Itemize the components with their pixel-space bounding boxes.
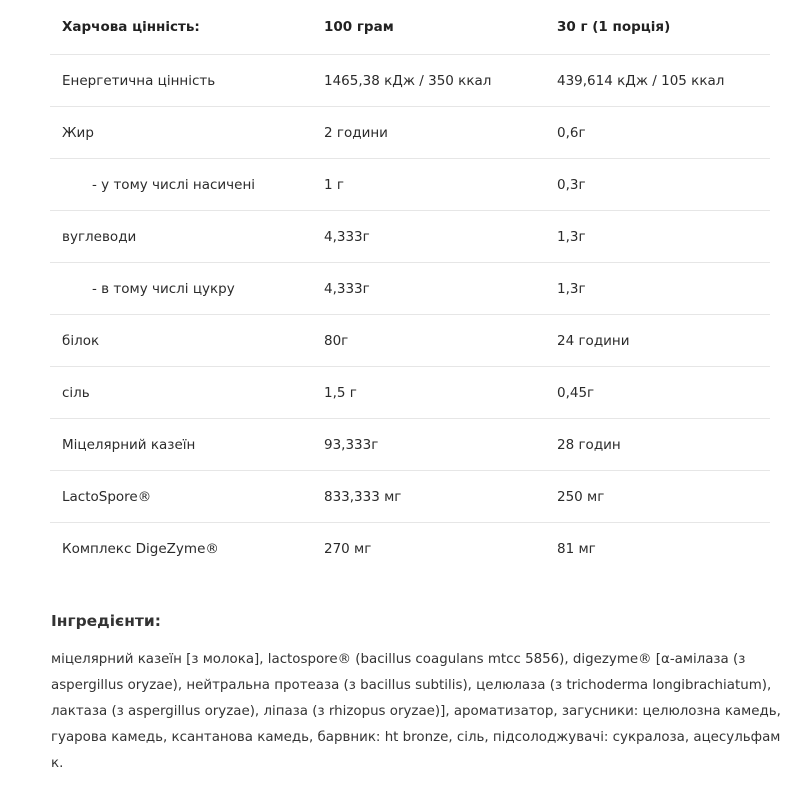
header-nutrition-value: Харчова цінність: xyxy=(50,0,312,55)
table-row xyxy=(50,211,770,263)
ingredients-section xyxy=(51,612,781,777)
table-row xyxy=(50,367,770,419)
row-per-serving: 24 години xyxy=(545,315,770,367)
row-name: - в тому числі цукру xyxy=(50,263,312,315)
table-header-row xyxy=(50,0,770,55)
table-row xyxy=(50,159,770,211)
row-name: LactoSpore® xyxy=(50,471,312,523)
nutrition-table xyxy=(50,0,770,574)
row-per-serving: 1,3г xyxy=(545,211,770,263)
table-row xyxy=(50,315,770,367)
row-per-100g: 1,5 г xyxy=(312,367,545,419)
row-name: Енергетична цінність xyxy=(50,55,312,107)
row-per-serving: 0,3г xyxy=(545,159,770,211)
ingredients-text: міцелярний казеїн [з молока], lactospore® (bacillus coagulans mtcc 5856), digezyme® [α-амілаза (з aspergillus oryzae), нейтральна протеаза (з bacillus subtilis), целюлаза (з trichoderma longibrachiatum), лактаза (з aspergillus oryzae), ліпаза (з rhizopus oryzae)], ароматизатор, загусники: целюлозна камедь, гуарова камедь, ксантанова камедь, барвник: ht bronze, сіль, підсолоджувачі: сукралоза, ацесульфам к. xyxy=(51,652,781,771)
row-per-serving: 0,6г xyxy=(545,107,770,159)
table-row xyxy=(50,419,770,471)
row-per-100g: 1 г xyxy=(312,159,545,211)
row-per-serving: 250 мг xyxy=(545,471,770,523)
row-per-100g: 833,333 мг xyxy=(312,471,545,523)
header-per-serving: 30 г (1 порція) xyxy=(545,0,770,55)
row-per-100g: 1465,38 кДж / 350 ккал xyxy=(312,55,545,107)
table-row xyxy=(50,107,770,159)
row-per-100g: 4,333г xyxy=(312,263,545,315)
row-per-serving: 1,3г xyxy=(545,263,770,315)
ingredients-heading: Інгредієнти: xyxy=(51,612,161,630)
row-per-serving: 0,45г xyxy=(545,367,770,419)
row-name: Комплекс DigeZyme® xyxy=(62,540,219,557)
row-per-100g: 4,333г xyxy=(312,211,545,263)
row-name: білок xyxy=(50,315,312,367)
row-name: вуглеводи xyxy=(50,211,312,263)
row-per-100g: 80г xyxy=(312,315,545,367)
row-per-serving: 81 мг xyxy=(557,540,596,557)
table-row xyxy=(50,471,770,523)
row-name: Міцелярний казеїн xyxy=(50,419,312,471)
row-per-100g: 93,333г xyxy=(312,419,545,471)
row-name: Жир xyxy=(50,107,312,159)
row-name: - у тому числі насичені xyxy=(50,159,312,211)
table-row xyxy=(50,55,770,107)
row-per-100g: 270 мг xyxy=(324,540,372,557)
row-name: сіль xyxy=(50,367,312,419)
header-per-100g: 100 грам xyxy=(312,0,545,55)
row-per-serving: 28 годин xyxy=(545,419,770,471)
row-per-100g: 2 години xyxy=(312,107,545,159)
table-row xyxy=(50,263,770,315)
row-per-serving: 439,614 кДж / 105 ккал xyxy=(545,55,770,107)
table-row xyxy=(50,523,770,575)
